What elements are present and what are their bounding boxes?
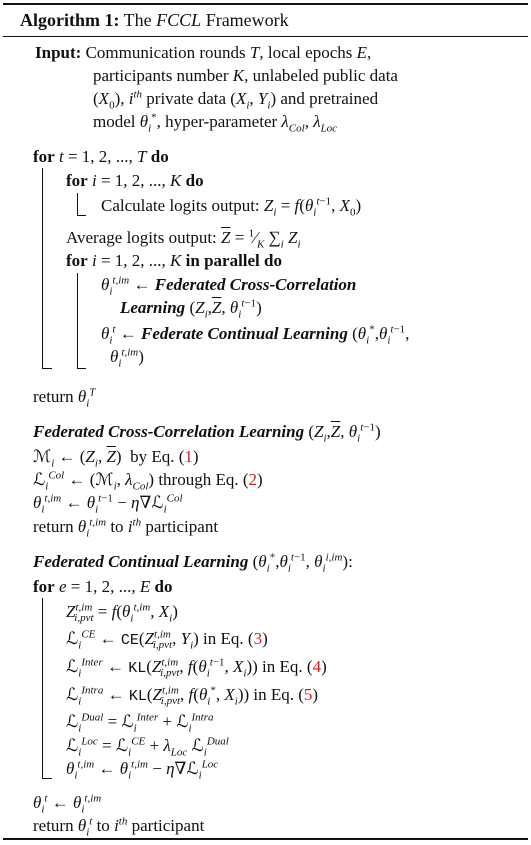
loop-bar-e (42, 598, 43, 778)
avg-logits: Average logits output: $\overline{Z}$ = $^1⁄_K$ $\sum_i$ $Z_i$ (66, 227, 301, 251)
loop-end-parallel (77, 368, 86, 369)
loop-end-e (42, 778, 52, 779)
for-t-loop: for t = 1, 2, ..., T do (33, 147, 169, 166)
algorithm-caption (20, 9, 289, 31)
fcl-step-4: ℒ$_i^{Intra}$ ← $KL(Z^{t,im}_{i,pvt}$, $f(\theta_i^*$, $X_i$)) in Eq. (5) (66, 684, 319, 708)
eq-ref-4[interactable]: 4 (312, 657, 322, 676)
fccl-return: return $\theta_i^{t,im}$ to $i^{th}$ participant (33, 516, 219, 540)
caption-prefix: The (123, 10, 152, 30)
eq-ref-5[interactable]: 5 (303, 685, 313, 704)
loop-end-t (42, 368, 52, 369)
loop-end-i (77, 215, 86, 216)
input-line-1: Input: Communication rounds T, local epochs E, (35, 43, 372, 62)
fcl-final-assign: $\theta_i^t$ ← $\theta_i^{t,im}$ (33, 792, 102, 816)
loop-bar-parallel (77, 273, 78, 368)
input-line-4: model $\theta_i^*$, hyper-parameter $\lambda_{Col}$, $\lambda_{Loc}$ (93, 111, 338, 135)
input-label: Input: (35, 43, 82, 62)
fcl-step-3: ℒ$_i^{Inter}$ ← $KL(Z^{t,im}_{i,pvt}$, $f(\theta_i^{t-1}$, $X_i$)) in Eq. (4) (66, 656, 327, 680)
eq-ref-2[interactable]: 2 (248, 470, 257, 489)
fcl-step-7: $\theta_i^{t,im}$ ← $\theta_i^{t,im}$ − η∇ℒ$_i^{Loc}$ (66, 758, 219, 782)
eq-ref-3[interactable]: 3 (253, 629, 263, 648)
caption-suffix: Framework (205, 10, 289, 30)
framework-name: FCCL (156, 10, 202, 30)
fccl-call-1: $\theta_i^{t,im}$ ← Federated Cross-Correlation (101, 274, 357, 298)
bottom-rule (3, 838, 528, 840)
fcl-header: Federated Continual Learning ($\theta_i^*,\theta_i^{t-1}$, $\theta_i^{i,im}$): (33, 551, 353, 575)
for-e-loop: for e = 1, 2, ..., E do (33, 577, 173, 596)
input-line-2: participants number K, unlabeled public data (93, 66, 398, 85)
fccl-step-3: $\theta_i^{t,im}$ ← $\theta_i^{t-1}$ − η∇ℒ$_i^{Col}$ (33, 492, 183, 516)
fcl-step-1: $Z^{t,im}_{i,pvt} = f(\theta_i^{t,im}$, $X_i$) (66, 601, 178, 625)
fccl-header: Federated Cross-Correlation Learning ($Z_i,\overline{Z}$, $\theta_i^{t-1}$) (33, 421, 381, 445)
input-line-3: $(X_0)$, $i^{th}$ private data ($X_i$, $Y_i$) and pretrained (93, 88, 379, 112)
fcl-step-2: ℒ$_i^{CE}$ ← $CE(Z^{t,im}_{i,pvt}$, $Y_i$) in Eq. (3) (66, 628, 268, 652)
main-return: return $\theta_i^T$ (33, 386, 96, 410)
fcl-call-1: $\theta_i^t$ ← Federate Continual Learning ($\theta_i^*,\theta_i^{t-1}$, (101, 323, 410, 347)
caption-rule (3, 36, 528, 37)
for-i-loop: for i = 1, 2, ..., K do (66, 171, 204, 190)
loop-bar-t (42, 168, 43, 368)
fccl-call-2: Learning ($Z_i,\overline{Z}$, $\theta_i^{t-1}$) (120, 297, 262, 321)
fcl-step-5: ℒ$_i^{Dual}$ = ℒ$_i^{Inter}$ + ℒ$_i^{Intra}$ (66, 711, 214, 735)
algorithm-number: Algorithm 1: (20, 10, 120, 30)
fcl-return: return $\theta_i^t$ to $i^{th}$ participant (33, 815, 205, 839)
fccl-step-1: ℳ$_i$ ← ($Z_i$, $\overline{Z}$) by Eq. (1) (33, 447, 199, 470)
top-rule (3, 3, 528, 5)
fcl-step-6: ℒ$_i^{Loc}$ = ℒ$_i^{CE}$ + $\lambda_{Loc}$ ℒ$_i^{Dual}$ (66, 735, 229, 759)
loop-bar-i (77, 193, 78, 215)
for-parallel-loop: for i = 1, 2, ..., K in parallel do (66, 251, 282, 270)
fccl-step-2: ℒ$_i^{Col}$ ← (ℳ$_i$, $\lambda_{Col}$) through Eq. (2) (33, 469, 263, 493)
fcl-call-2: $\theta_i^{t,im}$) (110, 346, 144, 370)
eq-ref-1[interactable]: 1 (184, 447, 193, 466)
calc-logits: Calculate logits output: $Z_i = f(\theta_i^{t-1}$, $X_0$) (101, 195, 362, 219)
